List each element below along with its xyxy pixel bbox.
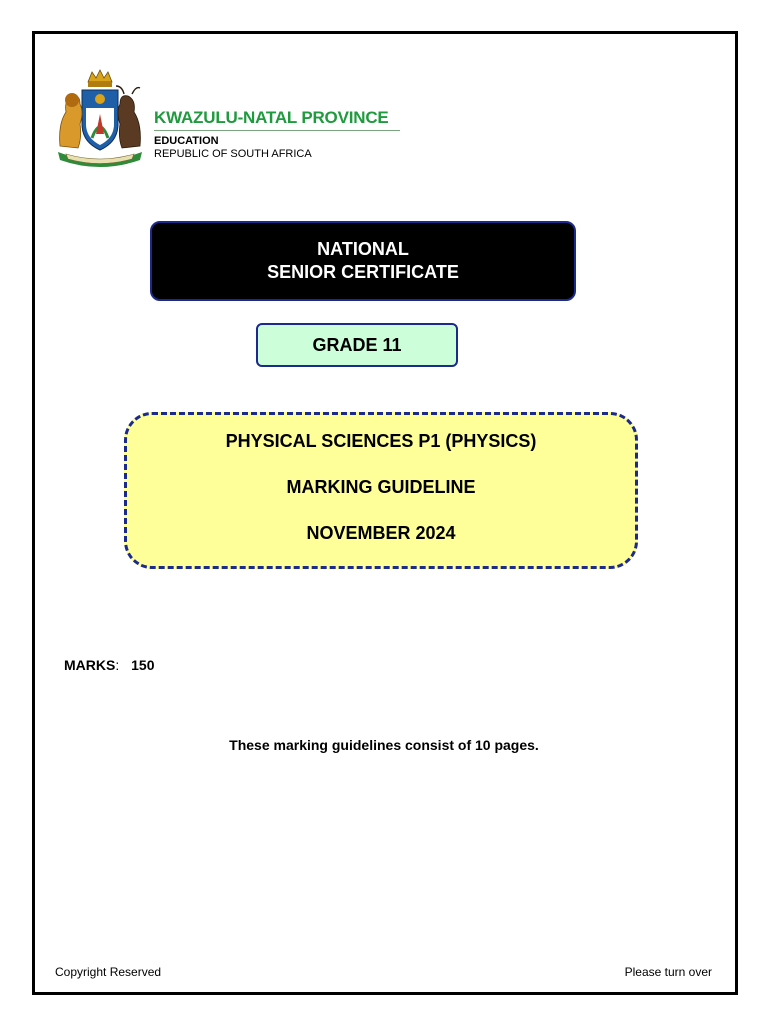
copyright-notice: Copyright Reserved	[55, 965, 162, 979]
grade-label: GRADE 11	[312, 334, 402, 355]
marks-row	[64, 657, 154, 673]
province-name: KWAZULU-NATAL PROVINCE	[154, 108, 389, 127]
certificate-line-1: NATIONAL	[317, 239, 409, 259]
exam-session: NOVEMBER 2024	[306, 523, 456, 543]
marks-label: MARKS	[64, 657, 116, 673]
grade-badge	[256, 323, 458, 367]
province-header	[154, 108, 400, 161]
subject-title: PHYSICAL SCIENCES P1 (PHYSICS)	[225, 431, 537, 451]
turn-over-note: Please turn over	[624, 965, 712, 979]
marks-colon: :	[115, 657, 120, 673]
certificate-banner	[150, 221, 576, 301]
document-type: MARKING GUIDELINE	[286, 477, 476, 497]
department-name: EDUCATION	[154, 135, 219, 147]
certificate-line-2: SENIOR CERTIFICATE	[267, 262, 459, 282]
marks-value: 150	[131, 657, 155, 673]
coat-of-arms-icon	[52, 68, 148, 172]
subject-panel	[124, 412, 638, 569]
country-name: REPUBLIC OF SOUTH AFRICA	[154, 148, 312, 160]
header-divider	[154, 130, 400, 131]
pages-note: These marking guidelines consist of 10 pages.	[229, 737, 539, 753]
